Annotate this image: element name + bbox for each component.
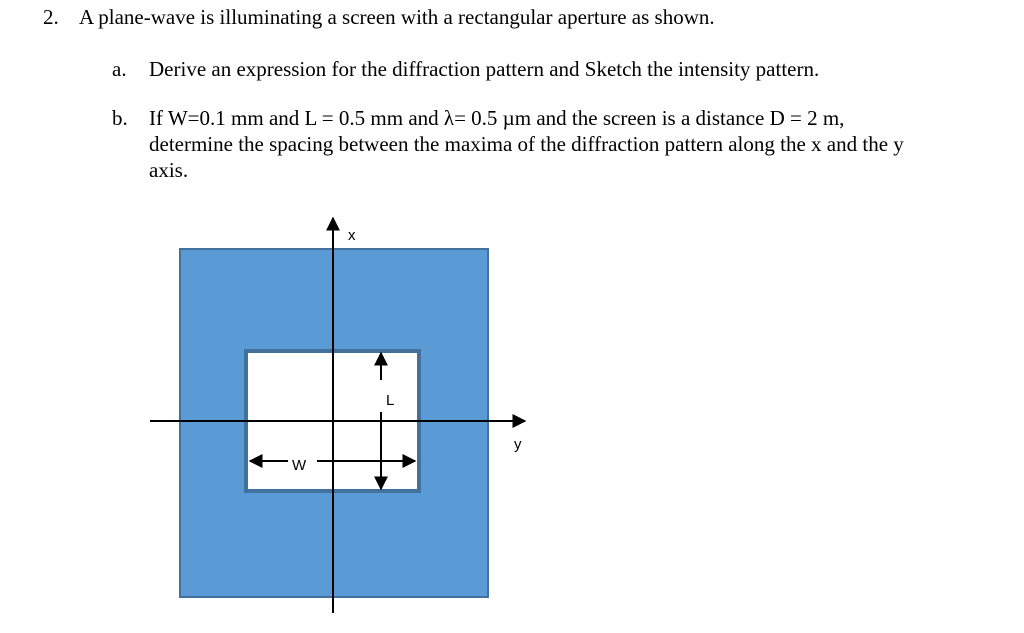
part-a-label: a. xyxy=(112,57,127,81)
y-axis-label: y xyxy=(514,436,522,453)
question-text: A plane-wave is illuminating a screen with a rectangular aperture as shown. xyxy=(79,5,715,29)
part-a-text: Derive an expression for the diffraction pattern and Sketch the intensity pattern. xyxy=(149,57,820,81)
part-b-text-line-3: axis. xyxy=(149,158,189,182)
part-b-label: b. xyxy=(112,106,128,130)
width-label: W xyxy=(292,457,307,474)
part-b-text-line-2: determine the spacing between the maxima of the diffraction pattern along the x and the y xyxy=(149,132,904,156)
part-b-text-line-1: If W=0.1 mm and L = 0.5 mm and λ= 0.5 µm and the screen is a distance D = 2 m, xyxy=(149,106,845,130)
length-label: L xyxy=(386,392,395,409)
x-axis-label: x xyxy=(348,227,356,244)
question-number: 2. xyxy=(43,5,59,29)
